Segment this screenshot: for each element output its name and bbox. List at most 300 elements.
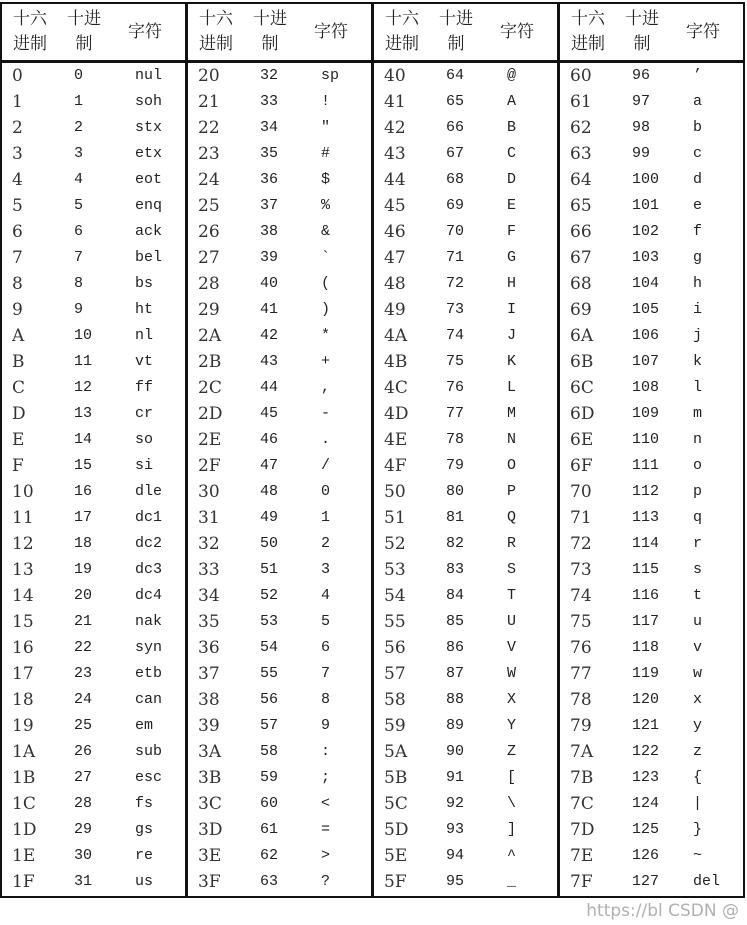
dec-cell: 103 <box>632 249 660 266</box>
char-cell: z <box>693 743 703 760</box>
char-cell: u <box>693 613 703 630</box>
hex-cell: 57 <box>384 664 406 684</box>
char-cell: _ <box>507 873 517 890</box>
hex-cell: 22 <box>198 118 220 138</box>
char-cell: m <box>693 405 703 422</box>
char-cell: 9 <box>321 717 331 734</box>
table-row <box>188 843 371 869</box>
dec-cell: 117 <box>632 613 660 630</box>
hex-cell: 1E <box>12 846 36 866</box>
char-cell: ] <box>507 821 517 838</box>
table-row <box>560 323 743 349</box>
hex-cell: 38 <box>198 690 220 710</box>
dec-cell: 38 <box>260 223 279 240</box>
dec-cell: 90 <box>446 743 465 760</box>
char-cell: | <box>693 795 703 812</box>
char-cell: j <box>693 327 703 344</box>
table-row <box>188 167 371 193</box>
table-row <box>560 479 743 505</box>
header-hex-line2: 进制 <box>571 34 605 54</box>
hex-cell: 3D <box>198 820 223 840</box>
header-row <box>2 4 185 63</box>
hex-cell: 5F <box>384 872 407 892</box>
table-row <box>2 687 185 713</box>
dec-cell: 19 <box>74 561 93 578</box>
char-cell: r <box>693 535 703 552</box>
dec-cell: 79 <box>446 457 465 474</box>
char-cell: l <box>693 379 703 396</box>
table-row <box>560 375 743 401</box>
dec-cell: 101 <box>632 197 660 214</box>
hex-cell: 33 <box>198 560 220 580</box>
table-row <box>188 323 371 349</box>
hex-cell: 56 <box>384 638 406 658</box>
char-cell: sub <box>135 743 163 760</box>
dec-cell: 65 <box>446 93 465 110</box>
dec-cell: 3 <box>74 145 84 162</box>
char-cell: v <box>693 639 703 656</box>
dec-cell: 126 <box>632 847 660 864</box>
dec-cell: 1 <box>74 93 84 110</box>
char-cell: ht <box>135 301 154 318</box>
dec-cell: 110 <box>632 431 660 448</box>
dec-cell: 41 <box>260 301 279 318</box>
char-cell: us <box>135 873 154 890</box>
char-cell: si <box>135 457 154 474</box>
char-cell: U <box>507 613 517 630</box>
table-row <box>2 167 185 193</box>
table-row <box>374 791 557 817</box>
dec-cell: 20 <box>74 587 93 604</box>
table-row <box>374 479 557 505</box>
hex-cell: 47 <box>384 248 406 268</box>
table-row <box>560 869 743 895</box>
char-cell: 3 <box>321 561 331 578</box>
hex-cell: 5B <box>384 768 408 788</box>
header-dec-line2: 制 <box>261 34 279 54</box>
table-row <box>2 245 185 271</box>
table-row <box>560 63 743 89</box>
dec-cell: 0 <box>74 67 84 84</box>
dec-cell: 70 <box>446 223 465 240</box>
char-cell: ) <box>321 301 331 318</box>
table-column-group <box>560 4 743 896</box>
table-column-group <box>188 4 374 896</box>
dec-cell: 118 <box>632 639 660 656</box>
hex-cell: 8 <box>12 274 23 294</box>
char-cell: ; <box>321 769 331 786</box>
dec-cell: 88 <box>446 691 465 708</box>
table-row <box>560 193 743 219</box>
table-row <box>374 193 557 219</box>
char-cell: V <box>507 639 517 656</box>
char-cell: # <box>321 145 331 162</box>
hex-cell: 6A <box>570 326 594 346</box>
hex-cell: 1C <box>12 794 36 814</box>
hex-cell: 3E <box>198 846 222 866</box>
hex-cell: 2F <box>198 456 221 476</box>
dec-cell: 39 <box>260 249 279 266</box>
hex-cell: 48 <box>384 274 406 294</box>
table-row <box>2 453 185 479</box>
dec-cell: 45 <box>260 405 279 422</box>
header-hex <box>566 7 610 57</box>
hex-cell: 20 <box>198 66 220 86</box>
table-row <box>374 63 557 89</box>
hex-cell: 15 <box>12 612 34 632</box>
char-cell: x <box>693 691 703 708</box>
table-row <box>374 687 557 713</box>
header-hex-line1: 十六 <box>385 9 419 29</box>
dec-cell: 92 <box>446 795 465 812</box>
char-cell: nak <box>135 613 163 630</box>
table-row <box>188 453 371 479</box>
char-cell: dle <box>135 483 163 500</box>
header-hex-line2: 进制 <box>13 34 47 54</box>
char-cell: $ <box>321 171 331 188</box>
dec-cell: 108 <box>632 379 660 396</box>
table-row <box>2 635 185 661</box>
header-hex-line1: 十六 <box>199 9 233 29</box>
char-cell: d <box>693 171 703 188</box>
table-row <box>2 427 185 453</box>
char-cell: o <box>693 457 703 474</box>
hex-cell: 17 <box>12 664 34 684</box>
dec-cell: 107 <box>632 353 660 370</box>
table-row <box>2 609 185 635</box>
table-row <box>374 323 557 349</box>
char-cell: B <box>507 119 517 136</box>
dec-cell: 114 <box>632 535 660 552</box>
dec-cell: 95 <box>446 873 465 890</box>
hex-cell: 4D <box>384 404 409 424</box>
table-row <box>560 583 743 609</box>
table-row <box>2 297 185 323</box>
char-cell: cr <box>135 405 154 422</box>
table-row <box>188 505 371 531</box>
char-cell: p <box>693 483 703 500</box>
table-row <box>374 765 557 791</box>
char-cell: dc4 <box>135 587 163 604</box>
dec-cell: 32 <box>260 67 279 84</box>
dec-cell: 122 <box>632 743 660 760</box>
hex-cell: 1A <box>12 742 36 762</box>
table-row <box>2 115 185 141</box>
dec-cell: 124 <box>632 795 660 812</box>
dec-cell: 78 <box>446 431 465 448</box>
dec-cell: 51 <box>260 561 279 578</box>
char-cell: s <box>693 561 703 578</box>
dec-cell: 15 <box>74 457 93 474</box>
char-cell: dc2 <box>135 535 163 552</box>
table-row <box>374 817 557 843</box>
table-row <box>188 817 371 843</box>
table-row <box>374 115 557 141</box>
char-cell: P <box>507 483 517 500</box>
char-cell: = <box>321 821 331 838</box>
hex-cell: 4B <box>384 352 408 372</box>
dec-cell: 48 <box>260 483 279 500</box>
hex-cell: 64 <box>570 170 592 190</box>
header-hex <box>8 7 52 57</box>
dec-cell: 84 <box>446 587 465 604</box>
table-row <box>374 349 557 375</box>
char-cell: O <box>507 457 517 474</box>
dec-cell: 77 <box>446 405 465 422</box>
dec-cell: 53 <box>260 613 279 630</box>
dec-cell: 96 <box>632 67 651 84</box>
header-dec-line2: 制 <box>633 34 651 54</box>
ascii-table <box>0 2 745 898</box>
char-cell: : <box>321 743 331 760</box>
hex-cell: 5E <box>384 846 408 866</box>
char-cell: L <box>507 379 517 396</box>
table-row <box>188 739 371 765</box>
hex-cell: 7B <box>570 768 594 788</box>
hex-cell: 45 <box>384 196 406 216</box>
dec-cell: 81 <box>446 509 465 526</box>
header-hex-line2: 进制 <box>385 34 419 54</box>
dec-cell: 69 <box>446 197 465 214</box>
hex-cell: 61 <box>570 92 592 112</box>
hex-cell: 54 <box>384 586 406 606</box>
table-row <box>560 687 743 713</box>
table-row <box>2 817 185 843</box>
hex-cell: 69 <box>570 300 592 320</box>
hex-cell: 39 <box>198 716 220 736</box>
hex-cell: 6E <box>570 430 594 450</box>
hex-cell: 2E <box>198 430 222 450</box>
dec-cell: 61 <box>260 821 279 838</box>
table-row <box>2 271 185 297</box>
table-row <box>188 63 371 89</box>
char-cell: N <box>507 431 517 448</box>
char-cell: 1 <box>321 509 331 526</box>
table-row <box>2 739 185 765</box>
char-cell: nul <box>135 67 163 84</box>
hex-cell: 3C <box>198 794 222 814</box>
hex-cell: 9 <box>12 300 23 320</box>
table-row <box>2 89 185 115</box>
char-cell: can <box>135 691 163 708</box>
dec-cell: 26 <box>74 743 93 760</box>
hex-cell: 26 <box>198 222 220 242</box>
table-row <box>188 635 371 661</box>
table-row <box>188 687 371 713</box>
dec-cell: 80 <box>446 483 465 500</box>
char-cell: esc <box>135 769 163 786</box>
table-row <box>188 219 371 245</box>
char-cell: % <box>321 197 331 214</box>
table-row <box>2 349 185 375</box>
header-dec-line1: 十进 <box>253 9 287 29</box>
dec-cell: 89 <box>446 717 465 734</box>
char-cell: nl <box>135 327 154 344</box>
table-row <box>374 843 557 869</box>
dec-cell: 82 <box>446 535 465 552</box>
dec-cell: 60 <box>260 795 279 812</box>
char-cell: soh <box>135 93 163 110</box>
table-row <box>560 115 743 141</box>
char-cell: M <box>507 405 517 422</box>
header-char: 字符 <box>500 22 534 42</box>
char-cell: F <box>507 223 517 240</box>
hex-cell: 5D <box>384 820 409 840</box>
table-row <box>188 713 371 739</box>
char-cell: dc3 <box>135 561 163 578</box>
hex-cell: 70 <box>570 482 592 502</box>
dec-cell: 27 <box>74 769 93 786</box>
char-cell: & <box>321 223 331 240</box>
hex-cell: 51 <box>384 508 406 528</box>
hex-cell: 62 <box>570 118 592 138</box>
char-cell: - <box>321 405 331 422</box>
dec-cell: 75 <box>446 353 465 370</box>
hex-cell: D <box>12 404 26 424</box>
dec-cell: 44 <box>260 379 279 396</box>
table-row <box>560 817 743 843</box>
hex-cell: 7D <box>570 820 595 840</box>
dec-cell: 85 <box>446 613 465 630</box>
hex-cell: 75 <box>570 612 592 632</box>
table-row <box>188 115 371 141</box>
watermark: https://bl CSDN @ <box>586 901 739 921</box>
dec-cell: 14 <box>74 431 93 448</box>
char-cell: fs <box>135 795 154 812</box>
hex-cell: 5C <box>384 794 408 814</box>
table-row <box>2 557 185 583</box>
char-cell: c <box>693 145 703 162</box>
char-cell: bs <box>135 275 154 292</box>
dec-cell: 116 <box>632 587 660 604</box>
dec-cell: 98 <box>632 119 651 136</box>
char-cell: n <box>693 431 703 448</box>
hex-cell: 67 <box>570 248 592 268</box>
dec-cell: 93 <box>446 821 465 838</box>
dec-cell: 43 <box>260 353 279 370</box>
dec-cell: 102 <box>632 223 660 240</box>
table-row <box>560 531 743 557</box>
table-row <box>374 245 557 271</box>
table-row <box>2 531 185 557</box>
char-cell: } <box>693 821 703 838</box>
dec-cell: 68 <box>446 171 465 188</box>
hex-cell: 66 <box>570 222 592 242</box>
table-row <box>560 765 743 791</box>
table-row <box>560 739 743 765</box>
header-hex <box>380 7 424 57</box>
hex-cell: 4F <box>384 456 407 476</box>
hex-cell: 21 <box>198 92 220 112</box>
dec-cell: 104 <box>632 275 660 292</box>
hex-cell: 1B <box>12 768 36 788</box>
table-row <box>374 661 557 687</box>
dec-cell: 120 <box>632 691 660 708</box>
hex-cell: 59 <box>384 716 406 736</box>
hex-cell: 4 <box>12 170 23 190</box>
hex-cell: 2D <box>198 404 223 424</box>
char-cell: E <box>507 197 517 214</box>
table-row <box>560 219 743 245</box>
dec-cell: 29 <box>74 821 93 838</box>
char-cell: etx <box>135 145 163 162</box>
dec-cell: 28 <box>74 795 93 812</box>
char-cell: D <box>507 171 517 188</box>
table-row <box>2 375 185 401</box>
header-row <box>560 4 743 63</box>
dec-cell: 125 <box>632 821 660 838</box>
dec-cell: 66 <box>446 119 465 136</box>
dec-cell: 57 <box>260 717 279 734</box>
hex-cell: A <box>12 326 25 346</box>
table-row <box>560 661 743 687</box>
header-row <box>188 4 371 63</box>
hex-cell: 7E <box>570 846 594 866</box>
char-cell: syn <box>135 639 163 656</box>
table-row <box>188 869 371 895</box>
char-cell: / <box>321 457 331 474</box>
char-cell: gs <box>135 821 154 838</box>
table-row <box>2 323 185 349</box>
hex-cell: 43 <box>384 144 406 164</box>
dec-cell: 37 <box>260 197 279 214</box>
table-row <box>374 583 557 609</box>
table-row <box>560 167 743 193</box>
header-dec-line1: 十进 <box>625 9 659 29</box>
table-row <box>188 765 371 791</box>
hex-cell: 18 <box>12 690 34 710</box>
dec-cell: 12 <box>74 379 93 396</box>
hex-cell: 2 <box>12 118 23 138</box>
dec-cell: 83 <box>446 561 465 578</box>
char-cell: K <box>507 353 517 370</box>
dec-cell: 24 <box>74 691 93 708</box>
table-row <box>374 531 557 557</box>
char-cell: i <box>693 301 703 318</box>
dec-cell: 76 <box>446 379 465 396</box>
char-cell: a <box>693 93 703 110</box>
char-cell: y <box>693 717 703 734</box>
hex-cell: 14 <box>12 586 34 606</box>
char-cell: ` <box>321 249 331 266</box>
hex-cell: 2C <box>198 378 222 398</box>
char-cell: ’ <box>693 67 703 84</box>
dec-cell: 62 <box>260 847 279 864</box>
char-cell: h <box>693 275 703 292</box>
header-dec <box>434 7 478 57</box>
dec-cell: 127 <box>632 873 660 890</box>
table-row <box>2 219 185 245</box>
hex-cell: 68 <box>570 274 592 294</box>
table-row <box>560 791 743 817</box>
char-cell: + <box>321 353 331 370</box>
header-hex-line1: 十六 <box>13 9 47 29</box>
hex-cell: 72 <box>570 534 592 554</box>
hex-cell: E <box>12 430 25 450</box>
hex-cell: 1F <box>12 872 35 892</box>
char-cell: e <box>693 197 703 214</box>
hex-cell: 60 <box>570 66 592 86</box>
header-dec-line1: 十进 <box>439 9 473 29</box>
char-cell: [ <box>507 769 517 786</box>
dec-cell: 31 <box>74 873 93 890</box>
dec-cell: 54 <box>260 639 279 656</box>
table-row <box>188 141 371 167</box>
header-dec-line2: 制 <box>75 34 93 54</box>
hex-cell: 29 <box>198 300 220 320</box>
hex-cell: 7A <box>570 742 594 762</box>
table-row <box>560 89 743 115</box>
